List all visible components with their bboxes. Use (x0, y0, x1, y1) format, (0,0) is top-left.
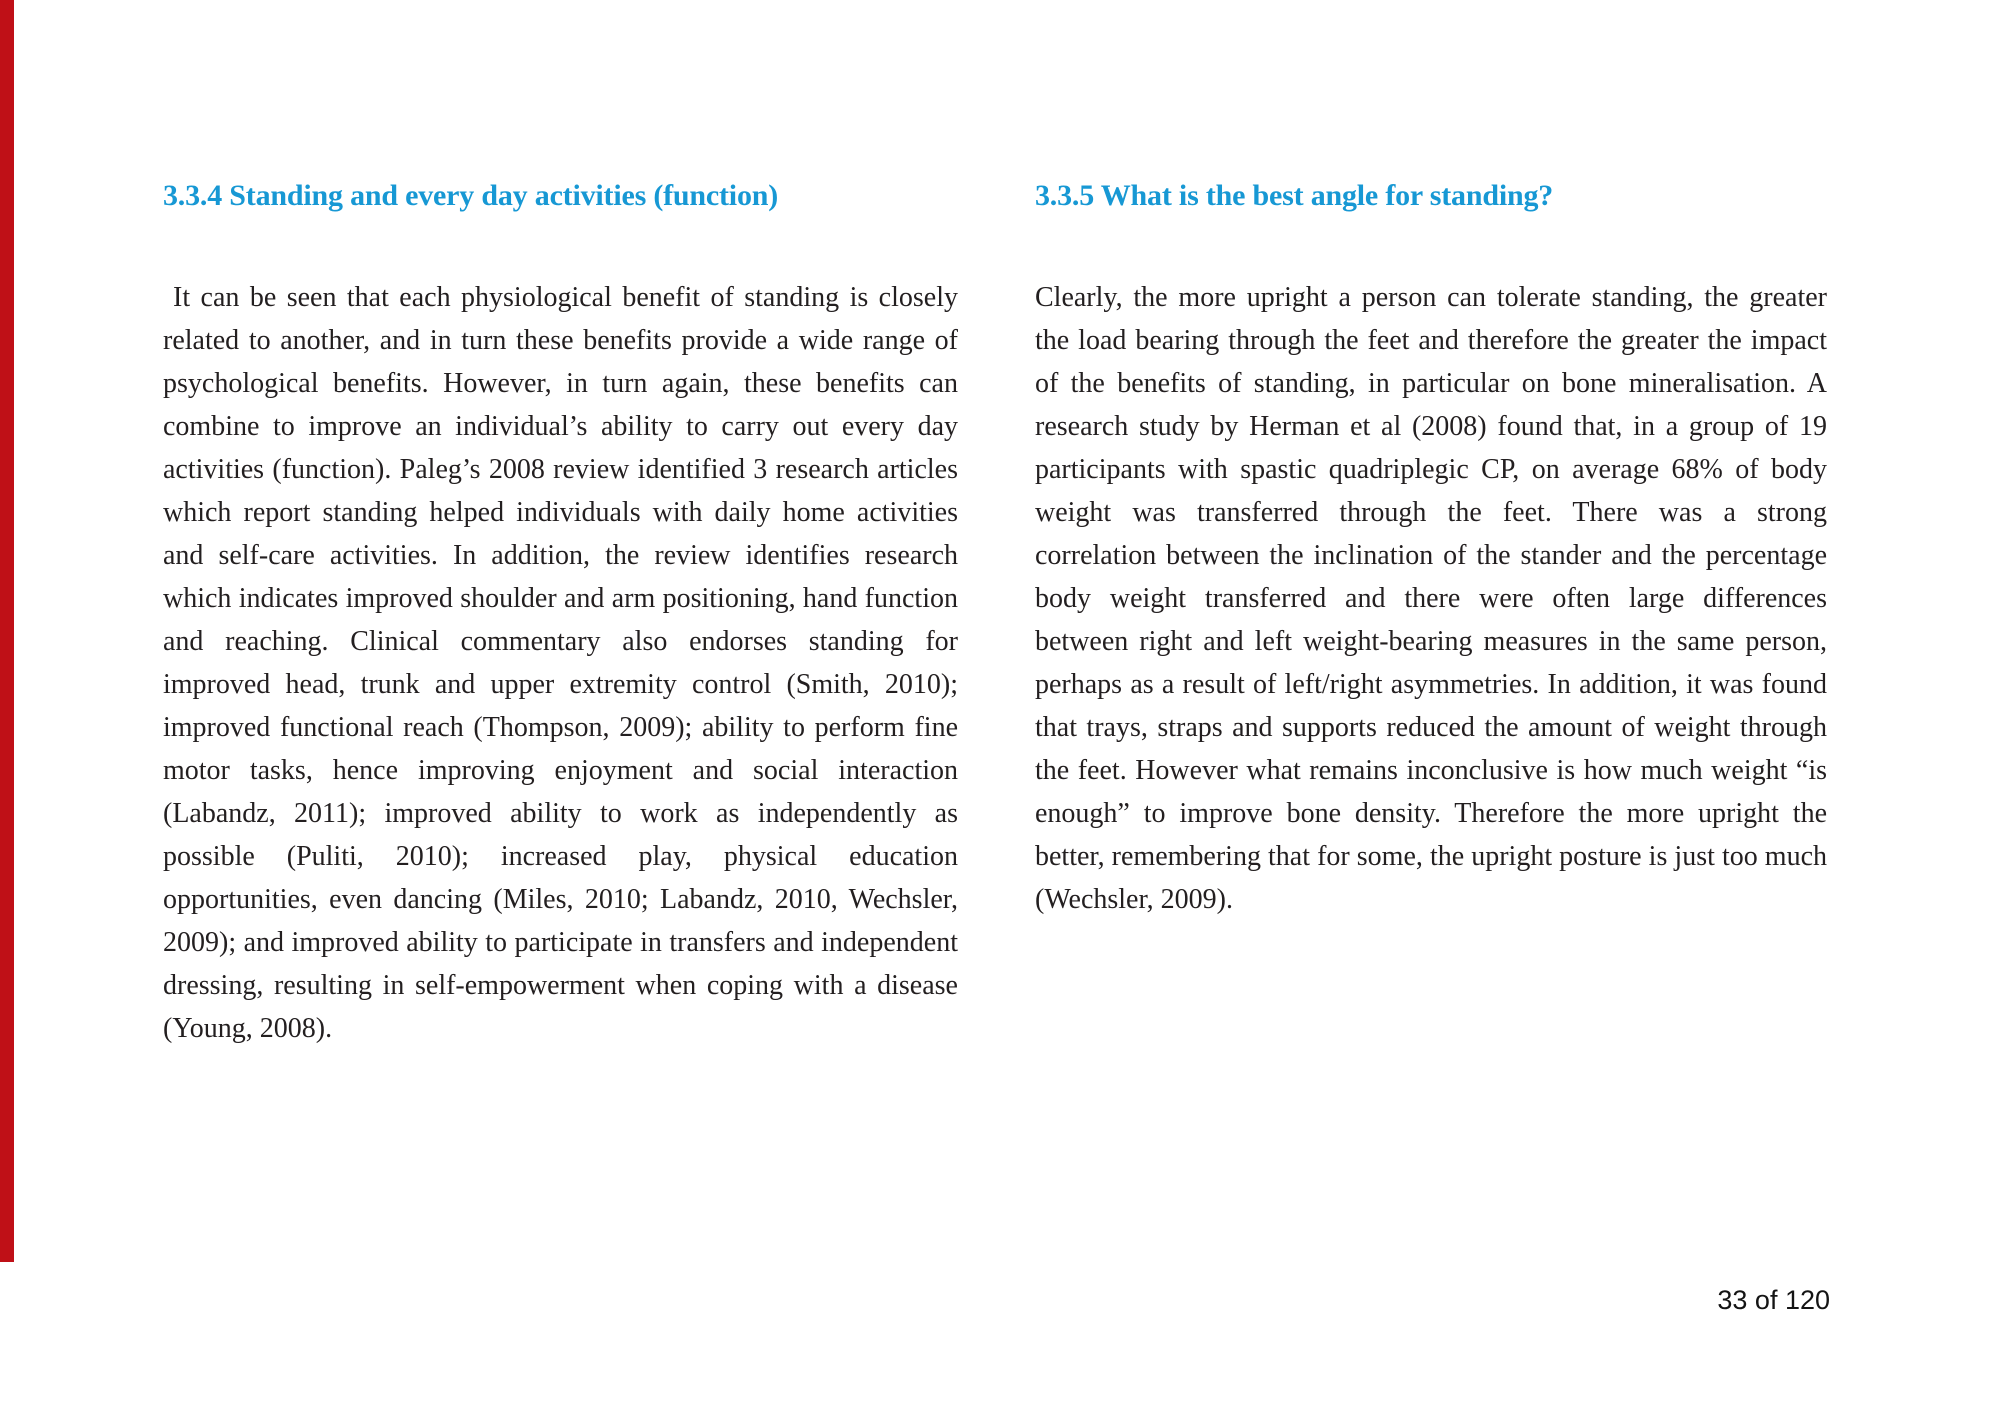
page-number: 33 of 120 (1717, 1285, 1830, 1315)
section-heading-3-3-5: 3.3.5 What is the best angle for standing? (1035, 179, 1554, 212)
section-body-3-3-5: Clearly, the more upright a person can tolerate standing, the greater the load bearing through the feet and therefore the greater the impact of the benefits of standing, in particular on bone mineralisation. A research study by Herman et al (2008) found that, in a group of 19 participants with spastic quadriplegic CP, on average 68% of body weight was transferred through the feet. There was a strong correlation between the inclination of the stander and the percentage body weight transferred and there were often large differences between right and left weight-bearing measures in the same person, perhaps as a result of left/right asymmetries. In addition, it was found that trays, straps and supports reduced the amount of weight through the feet. However what remains inconclusive is how much weight “is enough” to improve bone density. Therefore the more upright the better, remembering that for some, the upright posture is just too much (Wechsler, 2009). (1035, 282, 1827, 915)
column-left (163, 178, 958, 1050)
section-body-3-3-4: It can be seen that each physiological benefit of standing is closely related to another, and in turn these benefits provide a wide range of psychological benefits. However, in turn again, these benefits can combine to improve an individual’s ability to carry out every day activities (function). Paleg’s 2008 review identified 3 research articles which report standing helped individuals with daily home activities and self-care activities. In addition, the review identifies research which indicates improved shoulder and arm positioning, hand function and reaching. Clinical commentary also endorses standing for improved head, trunk and upper extremity control (Smith, 2010); improved functional reach (Thompson, 2009); ability to perform fine motor tasks, hence improving enjoyment and social interaction (Labandz, 2011); improved ability to work as independently as possible (Puliti, 2010); increased play, physical education opportunities, even dancing (Miles, 2010; Labandz, 2010, Wechsler, 2009); and improved ability to participate in transfers and independent dressing, resulting in self-empowerment when coping with a disease (Young, 2008). (163, 282, 958, 1044)
column-right (1035, 178, 1827, 921)
left-edge-accent-bar (0, 0, 14, 1262)
section-heading-3-3-4: 3.3.4 Standing and every day activities (function) (163, 179, 779, 212)
